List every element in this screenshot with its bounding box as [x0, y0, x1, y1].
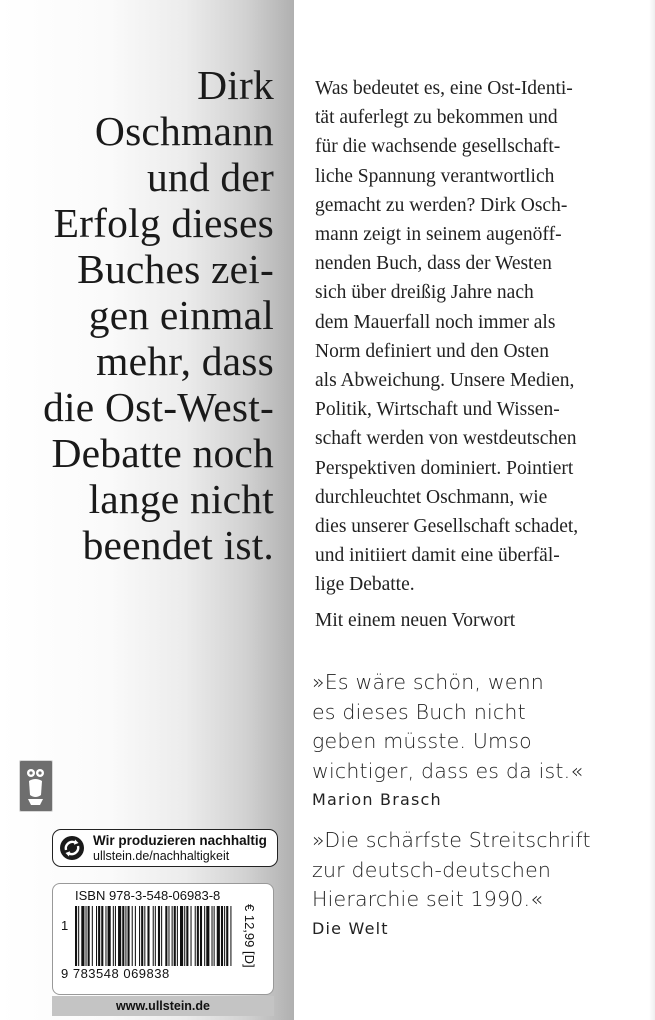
- right-edge-shade: [649, 0, 655, 1020]
- eco-url: ullstein.de/nachhaltigkeit: [93, 849, 230, 863]
- blurb-line: lige Debatte.: [315, 574, 415, 596]
- blurb-line: sich über dreißig Jahre nach: [315, 282, 534, 304]
- barcode-lead-digit: 1: [61, 918, 69, 933]
- blurb-line: als Abweichung. Unsere Medien,: [315, 370, 575, 392]
- headline-line: Erfolg dieses: [53, 200, 274, 246]
- quote-line: wichtiger, dass es da ist.«: [312, 758, 584, 783]
- quote-author: Die Welt: [312, 918, 389, 938]
- blurb-line: tät auferlegt zu bekommen und: [315, 107, 558, 129]
- isbn-text: ISBN 978-3-548-06983-8: [75, 888, 221, 903]
- headline-line: und der: [146, 154, 274, 200]
- headline-line: lange nicht: [88, 476, 274, 522]
- headline-line: die Ost-West-: [43, 384, 274, 430]
- quote-line: zur deutsch-deutschen: [312, 857, 552, 882]
- eco-title: Wir produzieren nachhaltig: [93, 833, 267, 848]
- blurb-line: gemacht zu werden? Dirk Osch-: [315, 194, 568, 216]
- quote-line: geben müsste. Umso: [312, 729, 532, 753]
- blurb-line: Perspektiven dominiert. Pointiert: [315, 457, 574, 479]
- blurb-line: Politik, Wirtschaft und Wissen-: [315, 399, 560, 421]
- ullstein-owl-logo: [19, 760, 53, 812]
- foreword-note: Mit einem neuen Vorwort: [315, 610, 516, 631]
- blurb-line: dem Mauerfall noch immer als: [315, 311, 556, 333]
- headline-line: mehr, dass: [96, 338, 274, 384]
- blurb-line: für die wachsende gesellschaft-: [315, 136, 561, 158]
- owl-icon: [20, 761, 51, 810]
- blurb-line: schaft werden von westdeutschen: [315, 428, 577, 450]
- headline-line: Oschmann: [94, 108, 274, 154]
- headline-line: beendet ist.: [82, 522, 274, 568]
- review-quote: [312, 668, 642, 812]
- quote-line: es dieses Buch nicht: [312, 699, 526, 724]
- review-quote: [312, 826, 642, 941]
- blurb-line: durchleuchtet Oschmann, wie: [315, 486, 548, 508]
- headline-line: Dirk: [197, 62, 274, 108]
- blurb-line: dies unserer Gesellschaft schadet,: [315, 516, 579, 538]
- blurb-line: Was bedeutet es, eine Ost-Identi-: [315, 78, 573, 99]
- blurb-line: Norm definiert und den Osten: [315, 340, 549, 362]
- blurb-line: mann zeigt in seinem augenöff-: [315, 224, 562, 246]
- recycle-icon: [59, 835, 85, 861]
- headline-line: Buches zei-: [77, 246, 274, 292]
- headline-line: Debatte noch: [51, 430, 274, 476]
- headline-line: gen einmal: [88, 292, 274, 338]
- isbn-barcode-block: [52, 883, 274, 995]
- barcode: [75, 906, 233, 966]
- publisher-website: www.ullstein.de: [52, 996, 274, 1016]
- quote-line: »Es wäre schön, wenn: [312, 670, 545, 694]
- price-label: € 12,99 [D]: [242, 904, 257, 968]
- blurb-line: nenden Buch, dass der Westen: [315, 253, 552, 275]
- blurb-line: und initiiert damit eine überfäl-: [315, 545, 560, 567]
- quote-line: »Die schärfste Streitschrift: [312, 828, 591, 852]
- sustainability-label: [52, 829, 278, 867]
- barcode-digits: 9 783548 069838: [61, 966, 170, 981]
- quote-line: Hierarchie seit 1990.«: [312, 887, 543, 911]
- book-blurb: [315, 74, 645, 600]
- headline-quote: [40, 62, 274, 568]
- quote-author: Marion Brasch: [312, 790, 442, 809]
- blurb-line: liche Spannung verantwortlich: [315, 165, 555, 187]
